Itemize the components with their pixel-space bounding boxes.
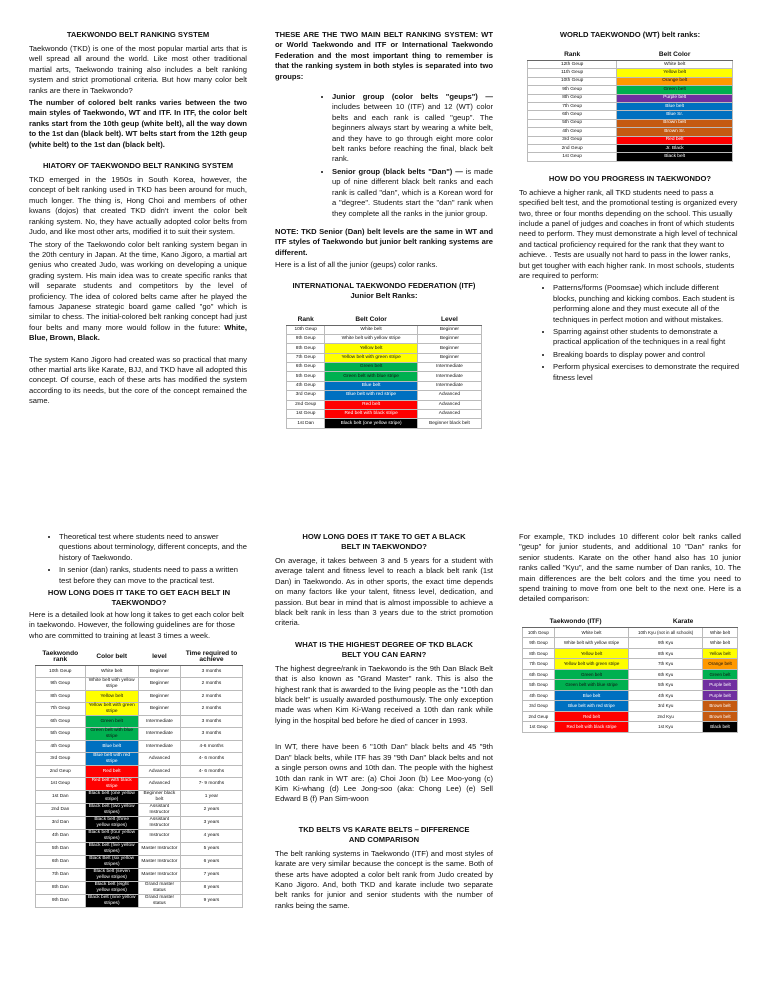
table-cell: Intermediate xyxy=(138,741,180,753)
table-cell: 2nd Geup xyxy=(287,400,325,409)
belt-color-cell: Brown belt xyxy=(617,119,733,127)
belt-color-cell: Black belt (two yellow stripes) xyxy=(85,804,138,817)
table-row xyxy=(36,766,243,778)
table-cell: 3 months xyxy=(180,716,242,728)
table-row xyxy=(287,353,482,362)
table-cell: 6th Kyu xyxy=(629,669,703,680)
table-row xyxy=(523,627,738,638)
belt-color-cell: White belt xyxy=(85,666,138,678)
table-cell: 7th Kyu xyxy=(629,659,703,670)
table-cell: 1st Geup xyxy=(287,410,325,419)
section-title: TKD BELTS VS KARATE BELTS – DIFFERENCE AND COMPARISON xyxy=(298,824,470,844)
table-cell: 8th Geup xyxy=(287,344,325,353)
belt-color-cell: Yellow belt xyxy=(85,691,138,703)
belt-color-cell: Green belt xyxy=(554,669,628,680)
belt-color-cell: Black belt (four yellow stripes) xyxy=(85,830,138,843)
table-cell: 1st Geup xyxy=(528,153,617,161)
table-cell: Intermediate xyxy=(417,363,481,372)
table-cell: Master Instructor xyxy=(138,843,180,856)
table-row xyxy=(287,381,482,390)
table-row xyxy=(36,716,243,728)
belt-color-cell: Blue belt with red stripe xyxy=(85,753,138,766)
table-header: Rank xyxy=(287,315,325,326)
table-row xyxy=(528,77,733,85)
paragraph: On average, it takes between 3 and 5 years for a student with average talent and fitness level to reach a black belt rank (1st Dan) in Taekwondo. As in other sports, the exact time depends on many factors like your talent, fitness level, dedication, and passion. But bear in mind that is almost impossible to achieve a black belt rank in less than 3 years due to the strict promotion criteria. xyxy=(275,556,493,628)
table-cell: 8 years xyxy=(180,882,242,895)
table-row xyxy=(36,691,243,703)
belt-color-cell: Green belt with blue stripe xyxy=(554,680,628,691)
table-cell: 4th Kyu xyxy=(629,690,703,701)
section-title: INTERNATIONAL TAEKWONDO FEDERATION (ITF) Junior Belt Ranks: xyxy=(292,280,476,300)
table-cell: Green belt xyxy=(703,669,738,680)
belt-color-cell: Green belt with blue stripe xyxy=(85,728,138,741)
table-cell: 3rd Geup xyxy=(528,136,617,144)
column-wt-progress xyxy=(519,30,741,385)
belt-color-cell: Blue belt xyxy=(325,381,417,390)
table-row xyxy=(36,895,243,908)
belt-color-cell: White belt xyxy=(617,61,733,69)
belt-color-cell: White belt with yellow stripe xyxy=(85,678,138,691)
table-cell: White belt xyxy=(703,627,738,638)
table-cell: Orange belt xyxy=(703,659,738,670)
bold-text: Junior group (color belts "geups") — xyxy=(332,92,493,102)
table-cell: Advanced xyxy=(138,753,180,766)
table-row xyxy=(523,722,738,733)
table-cell: 2 months xyxy=(180,703,242,716)
table-header: Color belt xyxy=(85,649,138,666)
table-row xyxy=(36,804,243,817)
table-row xyxy=(523,690,738,701)
table-header: Belt Color xyxy=(617,50,733,61)
text: includes between 10 (ITF) and 12 (WT) color belts and each rank is called "geup". The beginners always start by wearing a white belt, and they have to go through eight more color belt ranks before reaching the final, black belt rank. xyxy=(332,102,493,164)
table-cell: 8th Kyu xyxy=(629,648,703,659)
list-item: • Perform physical exercises to demonstrate the required fitness level xyxy=(553,362,741,383)
list-item xyxy=(332,167,493,219)
table-row xyxy=(287,334,482,343)
table-cell: Black belt xyxy=(703,722,738,733)
belt-color-cell: Green belt with blue stripe xyxy=(325,372,417,381)
paragraph: For example, TKD includes 10 different color belt ranks called "geup" for junior students, and additional 10 "Dan" ranks for senior students. Karate on the other hand also has 10 junior ranks called "Kyu", and the same number of Dan ranks, 10. The main differences are the belt colors and the time you need to spend training to move from one belt to the next one. Here is a detailed comparison: xyxy=(519,532,741,604)
table-row xyxy=(528,111,733,119)
table-cell: 10th Geup xyxy=(36,666,86,678)
table-header: Karate xyxy=(629,617,738,628)
belt-color-cell: Black Belt (six yellow stripes) xyxy=(85,856,138,869)
table-cell: Intermediate xyxy=(138,728,180,741)
paragraph: The system Kano Jigoro had created was so practical that many other martial arts like Karate, BJJ, and TKD have all adopted this concept. Of course, each of these arts has modified the system according to its needs, but the core of the concept remained the same. xyxy=(29,354,247,406)
table-row xyxy=(287,363,482,372)
column-tkd-vs-karate xyxy=(519,532,741,733)
table-cell: 5th Dan xyxy=(36,843,86,856)
section-title: HOW LONG DOES IT TAKE TO GET EACH BELT IN TAEKWONDO? xyxy=(47,588,231,608)
table-row xyxy=(523,669,738,680)
table-cell: 2nd Dan xyxy=(36,804,86,817)
table-cell: 9th Geup xyxy=(36,678,86,691)
column-two-systems xyxy=(275,30,493,429)
belt-color-cell: Black belt (eight yellow stripes) xyxy=(85,882,138,895)
belt-color-cell: Red belt xyxy=(85,766,138,778)
paragraph: In WT, there have been 6 "10th Dan" black belts and 45 "9th Dan" black belts, while ITF has 39 "9th Dan" black belts and not a single person owns and 10th dan. The people with the highest 10th dan rank in WT are: (a) Choi Joon (b) Lee Moo-yong (c) Kim Ki-whang (d) Lee Jong-soo (aka: Chong Lee) (e) Sell Edward B (f) Pan Sim-woon xyxy=(275,742,493,804)
table-cell: Beginner xyxy=(138,691,180,703)
belt-color-cell: Blue belt xyxy=(85,741,138,753)
paragraph: The belt ranking systems in Taekwondo (ITF) and most styles of karate are very similar because the concept is the same. Both of these arts have adopted a color belt rank from Judo created by Kano Jigoro. And, both TKD and karate include two separate belt ranks for junior and senior students with the number of ranks being the same. xyxy=(275,848,493,910)
belt-color-cell: Black belt (one yellow stripe) xyxy=(325,419,417,428)
table-cell: Intermediate xyxy=(138,716,180,728)
belt-color-cell: Black belt (seven yellow stripes) xyxy=(85,869,138,882)
table-cell: 9th Dan xyxy=(36,895,86,908)
table-cell: 4th Geup xyxy=(528,128,617,136)
list-item: • Breaking boards to display power and control xyxy=(553,350,741,360)
table-row xyxy=(528,61,733,69)
belt-color-cell: Black belt (nine yellow stripes) xyxy=(85,895,138,908)
table-cell: 7- 9 months xyxy=(180,778,242,791)
requirements-list xyxy=(519,283,741,383)
table-cell: Grand master status xyxy=(138,895,180,908)
table-cell: 3 years xyxy=(180,817,242,830)
table-cell: 1st Geup xyxy=(523,722,555,733)
wt-belt-table xyxy=(527,50,733,162)
table-row xyxy=(523,648,738,659)
table-row xyxy=(528,153,733,161)
table-cell: 3rd Kyu xyxy=(629,701,703,712)
table-cell: 5th Geup xyxy=(287,372,325,381)
table-cell: 7th Geup xyxy=(36,703,86,716)
table-cell: Beginner xyxy=(138,666,180,678)
table-cell: 10th Geup xyxy=(287,325,325,334)
table-cell: Master Instructor xyxy=(138,869,180,882)
table-cell: 7 years xyxy=(180,869,242,882)
table-cell: 1st Dan xyxy=(287,419,325,428)
belt-color-cell: Red belt with black stripe xyxy=(554,722,628,733)
note: NOTE: TKD Senior (Dan) belt levels are the same in WT and ITF styles of Taekwondo but junior belt ranking systems are different. xyxy=(275,226,493,257)
table-cell: Assistant Instructor xyxy=(138,817,180,830)
belt-color-cell: Black belt (three yellow stripes) xyxy=(85,817,138,830)
table-cell: 2nd Geup xyxy=(36,766,86,778)
table-row xyxy=(36,869,243,882)
section-title: WHAT IS THE HIGHEST DEGREE OF TKD BLACK BELT YOU CAN EARN? xyxy=(295,639,473,659)
table-row xyxy=(36,703,243,716)
table-cell: Assistant Instructor xyxy=(138,804,180,817)
belt-color-cell: White belt with yellow stripe xyxy=(325,334,417,343)
belt-color-cell: Yellow belt xyxy=(554,648,628,659)
table-row xyxy=(36,753,243,766)
table-cell: 3rd Geup xyxy=(36,753,86,766)
table-row xyxy=(528,144,733,152)
column-black-belt xyxy=(275,532,493,913)
table-row xyxy=(287,372,482,381)
table-row xyxy=(523,659,738,670)
table-row xyxy=(287,400,482,409)
belt-color-cell: Blue belt with red stripe xyxy=(325,391,417,400)
table-cell: 4 years xyxy=(180,830,242,843)
table-row xyxy=(287,325,482,334)
table-cell: 3rd Geup xyxy=(287,391,325,400)
table-cell: 3rd Geup xyxy=(523,701,555,712)
table-row xyxy=(523,701,738,712)
table-cell: 5th Geup xyxy=(528,119,617,127)
belt-color-cell: Blue Sr. xyxy=(617,111,733,119)
table-cell: Beginner xyxy=(417,353,481,362)
table-row xyxy=(287,344,482,353)
belt-color-cell: White belt xyxy=(325,325,417,334)
table-cell: 5th Geup xyxy=(523,680,555,691)
table-header: Taekwondo (ITF) xyxy=(523,617,629,628)
table-cell: 2nd Geup xyxy=(523,711,555,722)
list-item xyxy=(332,92,493,165)
belt-color-cell: White belt xyxy=(554,627,628,638)
table-cell: 7th Geup xyxy=(287,353,325,362)
belt-color-cell: Red belt with black stripe xyxy=(85,778,138,791)
table-header: Rank xyxy=(528,50,617,61)
table-cell: 2nd Kyu xyxy=(629,711,703,722)
table-cell: 9th Geup xyxy=(287,334,325,343)
list-item: • Theoretical test where students need to answer questions about terminology, different concepts, and the history of Taekwondo. xyxy=(59,532,249,563)
column-intro xyxy=(29,30,247,409)
table-cell: 3 months xyxy=(180,666,242,678)
table-cell: Beginner xyxy=(138,703,180,716)
table-cell: 7th Geup xyxy=(523,659,555,670)
table-cell: 4th Dan xyxy=(36,830,86,843)
belt-color-cell: Red belt xyxy=(617,136,733,144)
section-title: TAEKWONDO BELT RANKING SYSTEM xyxy=(66,30,210,39)
paragraph-bold: The number of colored belt ranks varies between the two main styles of Taekwondo, WT and ITF. In ITF, the color belt ranks start from the 10th geup (white belt), all the way down to the 1st dan (black belt). WT belts start from the 12th geup (white belt) to the 1st dan (black belt). xyxy=(29,98,247,149)
table-row xyxy=(523,711,738,722)
table-row xyxy=(528,128,733,136)
table-cell: Advanced xyxy=(417,410,481,419)
table-cell: Purple belt xyxy=(703,690,738,701)
belt-color-cell: Red belt xyxy=(554,711,628,722)
requirements-list-cont xyxy=(29,532,249,586)
list-item: • In senior (dan) ranks, students need to pass a written test before they can move to the practical test. xyxy=(59,565,249,586)
belt-color-cell: Blue belt xyxy=(554,690,628,701)
bold-text: White, Blue, Brown, Black. xyxy=(29,322,247,343)
table-header: Level xyxy=(417,315,481,326)
paragraph: The highest degree/rank in Taekwondo is the 9th Dan Black Belt that is also known as "Grand Master" rank. This is also the highest rank that is awarded to the living people as the "10th dan black belt" is usually awarded posthumously. The only exception made was when Kim Ki-Wang received a 10th dan rank while lying in the hospital bed before he died of cancer in 1993. xyxy=(275,663,493,725)
table-cell: 2 months xyxy=(180,691,242,703)
belt-color-cell: Yellow belt with green stripe xyxy=(85,703,138,716)
section-title: THESE ARE THE TWO MAIN BELT RANKING SYSTEM: WT or World Taekwondo and ITF or International Taekwondo Federation and the most important thing to remember is that the ranking system in both styles is separated into two groups: xyxy=(275,30,493,81)
table-row xyxy=(528,94,733,102)
table-cell: 4-6 months xyxy=(180,741,242,753)
table-cell: 3 months xyxy=(180,728,242,741)
table-cell: 9th Kyu xyxy=(629,638,703,649)
table-header: level xyxy=(138,649,180,666)
table-cell: 2 months xyxy=(180,678,242,691)
table-cell: 6th Geup xyxy=(528,111,617,119)
table-cell: Grand master status xyxy=(138,882,180,895)
table-cell: Beginner black belt xyxy=(417,419,481,428)
table-cell: 6 years xyxy=(180,856,242,869)
itf-belt-table xyxy=(286,315,482,429)
table-row xyxy=(36,666,243,678)
belt-color-cell: Blue belt with red stripe xyxy=(554,701,628,712)
table-cell: 1st Dan xyxy=(36,791,86,804)
bold-text: Senior group (black belts "Dan") — xyxy=(332,166,463,176)
table-row xyxy=(287,419,482,428)
table-row xyxy=(528,86,733,94)
table-cell: 4th Geup xyxy=(523,690,555,701)
table-cell: 2 years xyxy=(180,804,242,817)
section-title: HOW LONG DOES IT TAKE TO GET A BLACK BELT IN TAEKWONDO? xyxy=(302,532,466,551)
table-row xyxy=(287,410,482,419)
table-cell: 9 years xyxy=(180,895,242,908)
table-cell: Brown belt xyxy=(703,701,738,712)
section-title: HIATORY OF TAEKWONDO BELT RANKING SYSTEM xyxy=(42,161,234,171)
belt-color-cell: Red belt with black stripe xyxy=(325,410,417,419)
table-cell: 7th Dan xyxy=(36,869,86,882)
table-cell: 1 year xyxy=(180,791,242,804)
table-cell: Beginner xyxy=(138,678,180,691)
table-cell: 4- 6 months xyxy=(180,766,242,778)
belt-color-cell: Yellow belt with green stripe xyxy=(325,353,417,362)
table-cell: 10th Geup xyxy=(523,627,555,638)
belt-color-cell: Orange belt xyxy=(617,77,733,85)
belt-color-cell: Red belt xyxy=(325,400,417,409)
table-cell: 5th Geup xyxy=(36,728,86,741)
table-cell: 9th Geup xyxy=(528,86,617,94)
table-cell: Master Instructor xyxy=(138,856,180,869)
belt-color-cell: Brown Sr. xyxy=(617,128,733,136)
table-cell: 11th Geup xyxy=(528,69,617,77)
table-cell: Yellow belt xyxy=(703,648,738,659)
paragraph: Taekwondo (TKD) is one of the most popular martial arts that is well spread all around the world. Like most other traditional martial arts, Taekwondo training also includes a belt ranking system and strict promotional criteria. But how many color belt ranks are there in Taekwondo? xyxy=(29,44,247,95)
table-row xyxy=(287,391,482,400)
belt-color-cell: White belt with yellow stripe xyxy=(554,638,628,649)
table-cell: 10th Geup xyxy=(528,77,617,85)
table-row xyxy=(528,119,733,127)
table-row xyxy=(36,856,243,869)
belt-color-cell: Black belt (one yellow stripe) xyxy=(85,791,138,804)
belt-color-cell: Yellow belt xyxy=(325,344,417,353)
table-cell: Beginner black belt xyxy=(138,791,180,804)
belt-color-cell: Black belt (five yellow stripes) xyxy=(85,843,138,856)
text: is made up of nine different black belt ranks and each rank is called "dan", which is a Korean word for a "degree". Students start the "dan" rank when they complete all the ranks in the junior group. xyxy=(332,166,494,218)
belt-color-cell: Green belt xyxy=(325,363,417,372)
table-cell: 6th Geup xyxy=(287,363,325,372)
list-item: • Patterns/forms (Poomsae) which include different blocks, punching and kicking combos. Each student is performing alone and they must execute all of the techniques in perfect motion and without mistakes. xyxy=(553,283,741,325)
paragraph: TKD emerged in the 1950s in South Korea, however, the concept of belt ranking used in TKD has been around for much, much longer. The thing is, Hong Choi and members of other kwans (dojos) that created TKD didn't invent the color belt ranking system. No, they have actually adopted color belts from Judo, and like most other arts, modified it to suit their system. xyxy=(29,175,247,237)
paragraph: Here is a detailed look at how long it takes to get each color belt in taekwondo. However, the following guidelines are for those who are committed to training at least 3 times a week. xyxy=(29,610,244,640)
table-cell: 1st Geup xyxy=(36,778,86,791)
table-header: Time required to achieve xyxy=(180,649,242,666)
table-cell: 10th Kyu (not in all schools) xyxy=(629,627,703,638)
paragraph: Here is a list of all the junior (geups) color ranks. xyxy=(275,260,438,270)
table-cell: Advanced xyxy=(417,391,481,400)
belt-color-cell: Green belt xyxy=(617,86,733,94)
table-cell: 1st Kyu xyxy=(629,722,703,733)
table-header: Taekwondo rank xyxy=(36,649,86,666)
table-cell: Brown belt xyxy=(703,711,738,722)
table-cell: 8th Geup xyxy=(36,691,86,703)
belt-color-cell: Jr. Black xyxy=(617,144,733,152)
table-row xyxy=(523,638,738,649)
table-row xyxy=(528,136,733,144)
table-cell: Intermediate xyxy=(417,381,481,390)
table-cell: Beginner xyxy=(417,334,481,343)
table-cell: 12th Geup xyxy=(528,61,617,69)
table-cell: 7th Geup xyxy=(528,102,617,110)
table-cell: 8th Dan xyxy=(36,882,86,895)
table-cell: 6th Geup xyxy=(36,716,86,728)
table-row xyxy=(528,102,733,110)
table-cell: 4th Geup xyxy=(287,381,325,390)
table-cell: 4th Geup xyxy=(36,741,86,753)
table-row xyxy=(36,678,243,691)
table-row xyxy=(523,680,738,691)
table-cell: 5 years xyxy=(180,843,242,856)
table-cell: Purple belt xyxy=(703,680,738,691)
group-list xyxy=(275,92,493,219)
belt-color-cell: Green belt xyxy=(85,716,138,728)
table-row xyxy=(36,830,243,843)
table-cell: Intermediate xyxy=(417,372,481,381)
tkd-karate-table xyxy=(522,617,738,733)
table-row xyxy=(36,791,243,804)
table-cell: 6th Geup xyxy=(523,669,555,680)
table-cell: 3rd Dan xyxy=(36,817,86,830)
section-title: HOW DO YOU PROGRESS IN TAEKWONDO? xyxy=(548,173,712,183)
section-title: WORLD TAEKWONDO (WT) belt ranks: xyxy=(559,30,701,39)
paragraph: To achieve a higher rank, all TKD students need to pass a specified belt test, and the promotional testing is organized every two, three or four months depending on the school. This usually include a panel of judges and coaches in front of which students need to perform. They must demonstrate a high level of technical and tactical proficiency required for the rank that they want to achieve. . Tests are usually not hard to pass in the lower ranks, but get tougher with each higher rank. In most schools, students are required to perform: xyxy=(519,187,738,280)
table-cell: 2nd Geup xyxy=(528,144,617,152)
table-cell: 8th Geup xyxy=(523,648,555,659)
belt-color-cell: Yellow belt xyxy=(617,69,733,77)
list-item: • Sparring against other students to demonstrate a practical application of the techniques in a real fight xyxy=(553,327,741,348)
table-cell: 4- 6 months xyxy=(180,753,242,766)
table-cell: Beginner xyxy=(417,325,481,334)
table-row xyxy=(528,69,733,77)
column-time-per-belt xyxy=(29,532,249,908)
progress-time-table xyxy=(35,649,243,908)
table-row xyxy=(36,843,243,856)
belt-color-cell: Blue belt xyxy=(617,102,733,110)
table-cell: White belt xyxy=(703,638,738,649)
table-cell: Advanced xyxy=(138,778,180,791)
text: The story of the Taekwondo color belt ranking system began in the 20th century in Japan. At the time, Kano Jigoro, a martial art genius who created Judo, was working on developing a unique grading system. His main idea was to create specific ranks that will separate students and competitors by the level of proficiency. The idea of colored belts came after he played the famous Japanese strategic board game called "go" which is similar to chess. The initial-colored belt ranking concept had just four belts and many more would follow in the future: xyxy=(29,239,247,332)
table-cell: 5th Kyu xyxy=(629,680,703,691)
table-cell: 9th Geup xyxy=(523,638,555,649)
table-row xyxy=(36,882,243,895)
table-row xyxy=(36,817,243,830)
table-row xyxy=(36,728,243,741)
table-cell: Instructor xyxy=(138,830,180,843)
belt-color-cell: Purple belt xyxy=(617,94,733,102)
table-cell: Advanced xyxy=(138,766,180,778)
table-header: Belt Color xyxy=(325,315,417,326)
table-cell: Advanced xyxy=(417,400,481,409)
table-cell: 6th Dan xyxy=(36,856,86,869)
belt-color-cell: Yellow belt with green stripe xyxy=(554,659,628,670)
paragraph xyxy=(29,240,247,344)
table-cell: 8th Geup xyxy=(528,94,617,102)
table-row xyxy=(36,778,243,791)
table-row xyxy=(36,741,243,753)
belt-color-cell: Black belt xyxy=(617,153,733,161)
table-cell: Beginner xyxy=(417,344,481,353)
